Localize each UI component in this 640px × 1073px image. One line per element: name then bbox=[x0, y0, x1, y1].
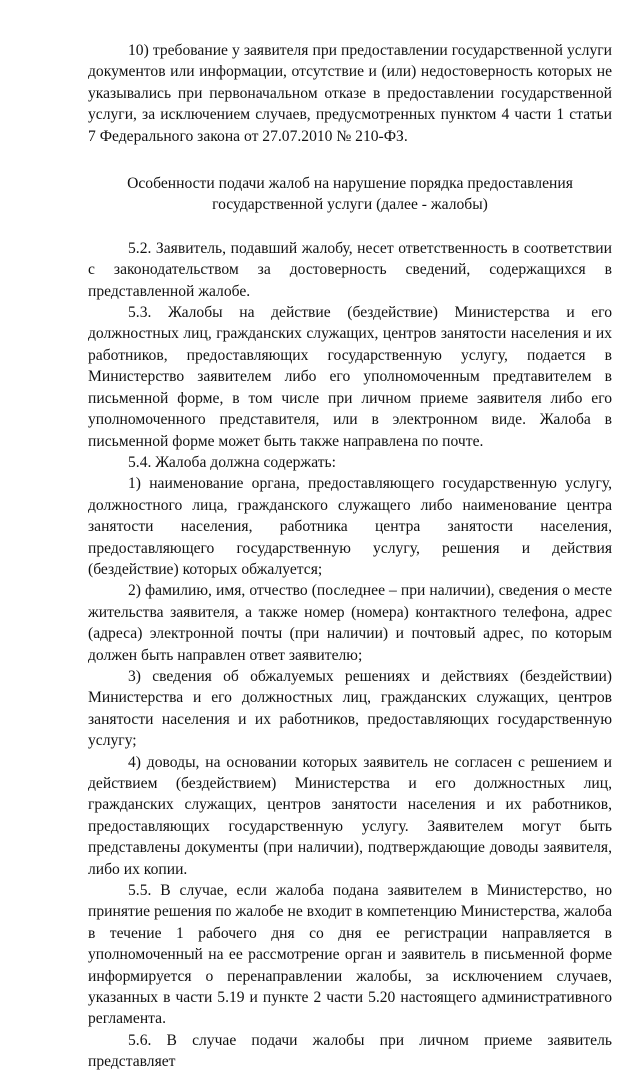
list-item-3: 3) сведения об обжалуемых решениях и действиях (бездействии) Министерства и его должностных лиц, гражданских служащих, центров занятости населения и их работников, предоставляющих государственную услугу; bbox=[88, 667, 612, 750]
section-heading-line-2: государственной услуги (далее - жалобы) bbox=[212, 196, 488, 214]
list-item-4: 4) доводы, на основании которых заявитель не согласен с решением и действием (бездействием) Министерства и его должностных лиц, гражданских служащих, центров занятости населения и их работников, предоставляющих государственную услугу. Заявителем могут быть представлены документы (при наличии), подтверждающие доводы заявителя, либо их копии. bbox=[88, 753, 612, 878]
paragraph-5-4: 5.4. Жалоба должна содержать: bbox=[128, 453, 336, 471]
paragraph-5-6: 5.6. В случае подачи жалобы при личном приеме заявитель представляет bbox=[88, 1031, 612, 1071]
paragraph-item-10: 10) требование у заявителя при предоставлении государственной услуги документов или информации, отсутствие и (или) недостоверность которых не указывались при первоначальном отказе в предоставлении государственной услуги, за исключением случаев, предусмотренных пунктом 4 части 1 статьи 7 Федерального закона от 27.07.2010 № 210-ФЗ. bbox=[88, 42, 612, 145]
list-item-2: 2) фамилию, имя, отчество (последнее – при наличии), сведения о месте жительства заявителя, а также номер (номера) контактного телефона, адрес (адреса) электронной почты (при наличии) и почтовый адрес, по которым должен быть направлен ответ заявителю; bbox=[88, 582, 612, 664]
section-heading bbox=[88, 173, 612, 216]
paragraph-5-3: 5.3. Жалобы на действие (бездействие) Министерства и его должностных лиц, гражданских служащих, центров занятости населения и их работников, предоставляющих государственную услугу, подается в Министерство заявителем либо его уполномоченным предтавителем в письменной форме, в том числе при личном приеме заявителя либо его уполномоченного представителя, или в электронном виде. Жалоба в письменной форме может быть также направлена по почте. bbox=[88, 304, 612, 450]
section-heading-line-1: Особенности подачи жалоб на нарушение порядка предоставления bbox=[127, 175, 573, 193]
paragraph-5-2: 5.2. Заявитель, подавший жалобу, несет ответственность в соответствии с законодательством за достоверность сведений, содержащихся в представленной жалобе. bbox=[88, 239, 612, 300]
paragraph-5-5: 5.5. В случае, если жалоба подана заявителем в Министерство, но принятие решения по жалобе не входит в компетенцию Министерства, жалоба в течение 1 рабочего дня со дня ее регистрации направляется в уполномоченный на ее рассмотрение орган и заявитель в письменной форме информируется о перенаправлении жалобы, за исключением случаев, указанных в части 5.19 и пункте 2 части 5.20 настоящего административного регламента. bbox=[88, 882, 612, 1028]
document-page bbox=[88, 40, 612, 1073]
list-item-1: 1) наименование органа, предоставляющего государственную услугу, должностного лица, гражданского служащего либо наименование центра занятости населения, работника центра занятости населения, предоставляющего государственную услугу, решения и действия (бездействие) которых обжалуется; bbox=[88, 475, 612, 578]
